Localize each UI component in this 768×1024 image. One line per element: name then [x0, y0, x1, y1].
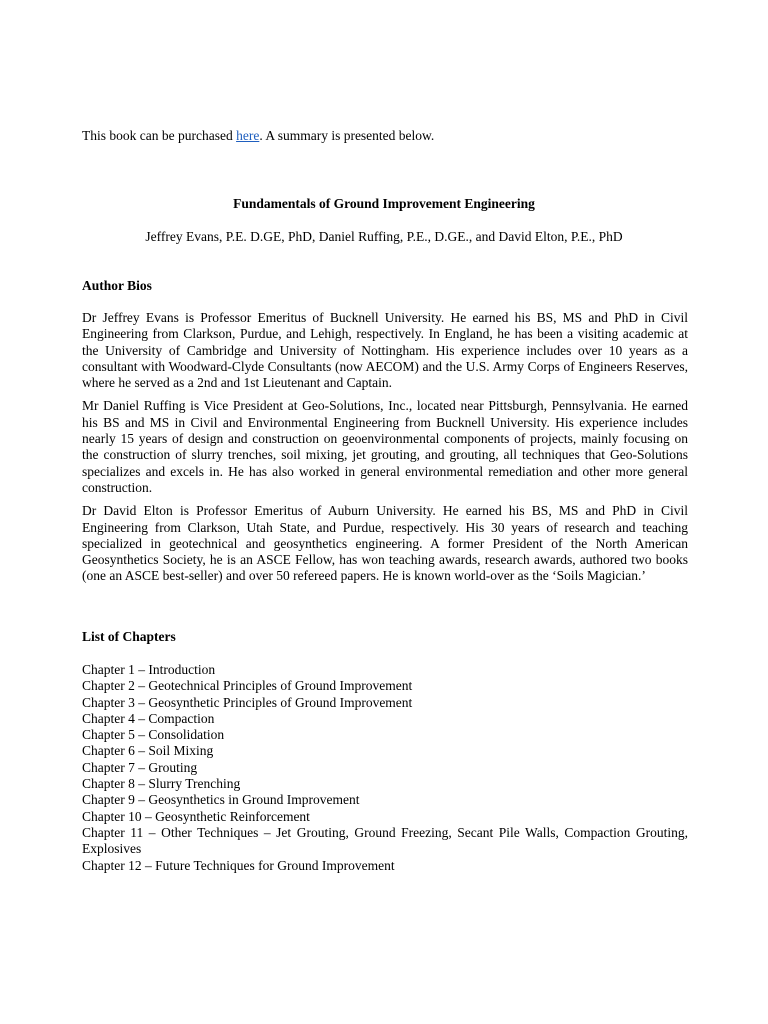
bio-david-elton: Dr David Elton is Professor Emeritus of Auburn University. He earned his BS, MS and PhD in Civil Engineering from Clarkson, Utah State, and Purdue, respectively. His 30 years of research and teaching specialized in geotechnical and geosynthetics engineering. A former President of the North American Geosynthetics Society, he is an ASCE Fellow, has won teaching awards, research awards, authored two books (one an ASCE best-seller) and over 50 refereed papers. He is known world-over as the ‘Soils Magician.’	[82, 503, 688, 584]
chapter-list	[82, 662, 688, 874]
chapter-item: Chapter 7 – Grouting	[82, 759, 198, 775]
purchase-link[interactable]: here	[236, 128, 260, 143]
chapters-heading: List of Chapters	[82, 629, 176, 644]
chapter-item: Chapter 1 – Introduction	[82, 662, 216, 677]
book-title: Fundamentals of Ground Improvement Engineering	[233, 196, 535, 211]
chapter-item: Chapter 2 – Geotechnical Principles of Ground Improvement	[82, 678, 413, 694]
intro-text-before-link: This book can be purchased	[82, 128, 237, 143]
book-authors: Jeffrey Evans, P.E. D.GE, PhD, Daniel Ruffing, P.E., D.GE., and David Elton, P.E., PhD	[145, 229, 623, 244]
chapter-item: Chapter 4 – Compaction	[82, 710, 215, 726]
bio-jeffrey-evans: Dr Jeffrey Evans is Professor Emeritus of Bucknell University. He earned his BS, MS and PhD in Civil Engineering from Clarkson, Purdue, and Lehigh, respectively. In England, he has been a visiting academic at the University of Cambridge and University of Nottingham. His experience includes over 10 years as a consultant with Woodward-Clyde Consultants (now AECOM) and the U.S. Army Corps of Engineers Reserves, where he served as a 2nd and 1st Lieutenant and Captain.	[82, 310, 688, 391]
author-bios-section	[82, 310, 688, 592]
bio-daniel-ruffing: Mr Daniel Ruffing is Vice President at Geo-Solutions, Inc., located near Pittsburgh, Pennsylvania. He earned his BS and MS in Civil and Environmental Engineering from Bucknell University. His experience includes nearly 15 years of design and construction on geoenvironmental components of projects, mainly focusing on the construction of slurry trenches, soil mixing, jet grouting, and grouting, all techniques that Geo-Solutions specializes and excels in. He has also worked in general environmental remediation and other more general construction.	[82, 398, 688, 495]
chapter-item: Chapter 11 – Other Techniques – Jet Grouting, Ground Freezing, Secant Pile Walls, Compaction Grouting, Explosives	[82, 824, 688, 857]
chapter-item: Chapter 9 – Geosynthetics in Ground Improvement	[82, 792, 360, 808]
chapter-item: Chapter 5 – Consolidation	[82, 727, 225, 743]
purchase-intro	[82, 128, 688, 144]
chapter-item: Chapter 3 – Geosynthetic Principles of Ground Improvement	[82, 694, 413, 710]
chapter-item: Chapter 12 – Future Techniques for Ground Improvement	[82, 857, 395, 873]
chapter-item: Chapter 8 – Slurry Trenching	[82, 776, 241, 792]
intro-text-after-link: . A summary is presented below.	[259, 128, 435, 143]
author-bios-heading: Author Bios	[82, 278, 152, 293]
chapter-item: Chapter 6 – Soil Mixing	[82, 743, 214, 759]
chapter-item: Chapter 10 – Geosynthetic Reinforcement	[82, 808, 310, 824]
